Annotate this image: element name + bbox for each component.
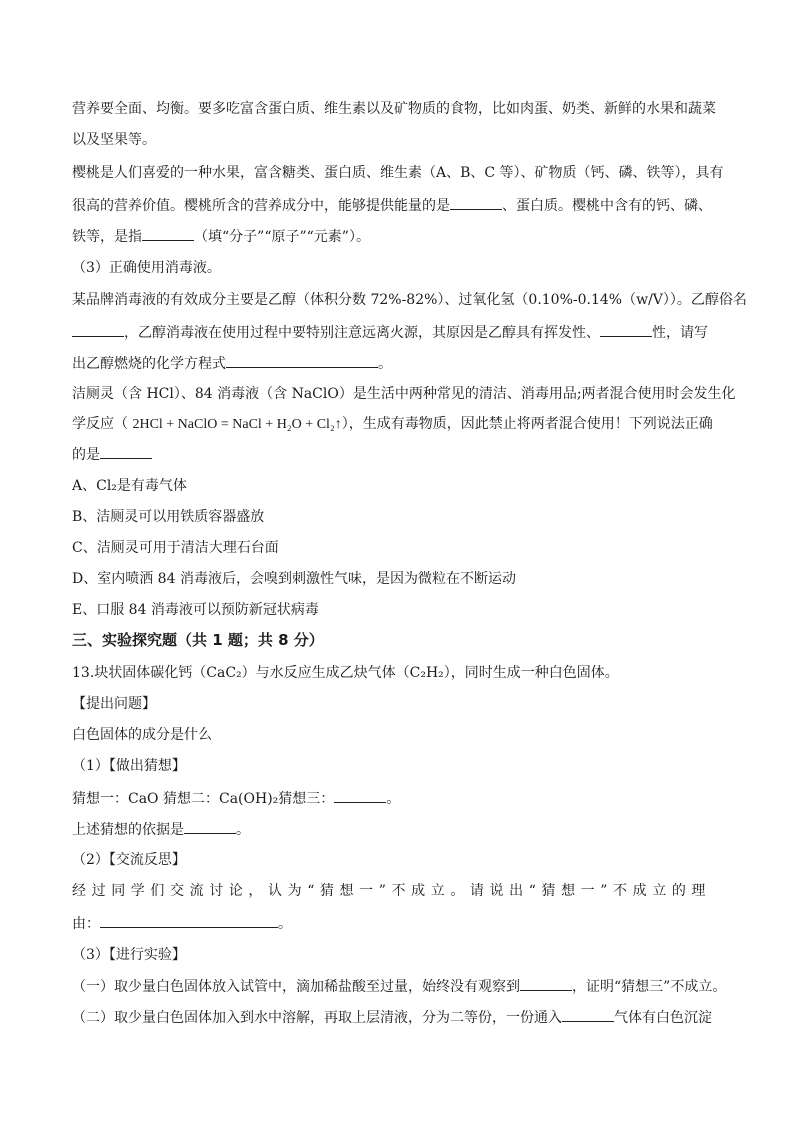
q3-line5-text-a: 学反应（: [72, 416, 128, 432]
cherry-line2: [72, 195, 712, 216]
q3-line6: [72, 444, 152, 465]
q3-line5: [72, 414, 713, 435]
q13-guess-text-b: 。: [386, 791, 401, 807]
answer-blank-ethanol-name[interactable]: [72, 322, 124, 337]
paragraph-nutrition-line2: 以及坚果等。: [72, 132, 156, 148]
q13-exp1-text-a: （一）取少量白色固体放入试管中，滴加稀盐酸至过量，始终没有观察到: [72, 979, 520, 995]
q13-guess-text-a: 猜想一：CaO 猜想二：Ca(OH)₂猜想三：: [72, 791, 335, 807]
answer-blank-energy[interactable]: [450, 195, 502, 210]
q13-exp2-text-b: 气体有白色沉淀: [614, 1010, 712, 1026]
cherry-line3-text-b: （填“分子”“原子”“元素”）。: [194, 229, 370, 245]
q13-exp1-text-b: ，证明“猜想三”不成立。: [572, 979, 727, 995]
q13-basis-text-b: 。: [236, 822, 250, 838]
chemical-equation: 2HCl + NaClO = NaCl + H₂O + Cl₂↑: [132, 417, 342, 432]
cherry-line1: 樱桃是人们喜爱的一种水果，富含糖类、蛋白质、维生素（A、B、C 等）、矿物质（钙、磷、铁等），具有: [72, 165, 724, 181]
q13-exp2-text-a: （二）取少量白色固体加入到水中溶解，再取上层清液，分为二等份，一份通入: [72, 1010, 562, 1026]
option-a: A、Cl₂是有毒气体: [72, 478, 187, 494]
cherry-line2-text-b: 、蛋白质。樱桃中含有的钙、磷、: [502, 198, 712, 214]
q3-line2-text-b: 性，请写: [652, 325, 708, 341]
q3-line2: [72, 322, 708, 343]
answer-blank-element[interactable]: [142, 226, 194, 241]
answer-blank-reason[interactable]: [100, 913, 278, 928]
q3-line3: [72, 353, 392, 374]
answer-blank-property[interactable]: [600, 322, 652, 337]
q3-line4: 洁厕灵（含 HCl）、84 消毒液（含 NaClO）是生活中两种常见的清洁、消毒用品;两者混合使用时会发生化: [72, 386, 736, 402]
q13-exp2: [72, 1007, 712, 1028]
q13-basis-text-a: 上述猜想的依据是: [72, 822, 184, 838]
q13-discuss-text-b: 。: [278, 916, 292, 932]
cherry-line3-text-a: 铁等，是指: [72, 229, 142, 245]
q13-discuss-line2: [72, 913, 292, 934]
q3-line3-text-b: 。: [378, 356, 392, 372]
answer-blank-observation[interactable]: [520, 976, 572, 991]
q3-line3-text-a: 出乙醇燃烧的化学方程式: [72, 356, 226, 372]
q13-intro: 13.块状固体碳化钙（CaC₂）与水反应生成乙炔气体（C₂H₂），同时生成一种白色固体。: [72, 665, 619, 681]
q3-line1: 某品牌消毒液的有效成分主要是乙醇（体积分数 72%-82%）、过氧化氢（0.10%-0.14%（w/V））。乙醇俗名: [72, 292, 747, 308]
q13-discuss-line1: 经过同学们交流讨论，认为“猜想一”不成立。请说出“猜想一”不成立的理: [72, 883, 712, 899]
q13-ask-label: 【提出问题】: [72, 696, 156, 712]
cherry-line2-text-a: 很高的营养价值。樱桃所含的营养成分中，能够提供能量的是: [72, 198, 450, 214]
q3-line5-text-b: ），生成有毒物质，因此禁止将两者混合使用！下列说法正确: [341, 416, 713, 432]
cherry-line3: [72, 226, 370, 247]
q13-exp1: [72, 976, 726, 997]
q13-ask-text: 白色固体的成分是什么: [72, 727, 212, 743]
q13-exp-label: （3）【进行实验】: [72, 947, 186, 963]
answer-blank-choice[interactable]: [100, 444, 152, 459]
option-b: B、洁厕灵可以用铁质容器盛放: [72, 509, 265, 525]
option-c: C、洁厕灵可用于清洁大理石台面: [72, 540, 279, 556]
option-e: E、口服 84 消毒液可以预防新冠状病毒: [72, 602, 319, 618]
q3-heading: （3）正确使用消毒液。: [72, 260, 221, 276]
answer-blank-guess3[interactable]: [334, 788, 386, 803]
q13-discuss-text-a: 由：: [72, 916, 100, 932]
answer-blank-gas[interactable]: [562, 1007, 614, 1022]
section-title: 三、实验探究题（共 1 题；共 8 分）: [72, 631, 324, 649]
q13-basis-line: [72, 819, 250, 840]
q3-line2-text-a: ，乙醇消毒液在使用过程中要特别注意远离火源，其原因是乙醇具有挥发性、: [124, 325, 600, 341]
q13-discuss-label: （2）【交流反思】: [72, 852, 186, 868]
q13-guess-line: [72, 788, 400, 809]
q3-line6-text: 的是: [72, 447, 100, 463]
answer-blank-basis[interactable]: [184, 819, 236, 834]
answer-blank-equation[interactable]: [226, 353, 378, 368]
paragraph-nutrition-line1: 营养要全面、均衡。要多吃富含蛋白质、维生素以及矿物质的食物，比如肉蛋、奶类、新鲜的水果和蔬菜: [72, 101, 716, 117]
q13-guess-label: （1）【做出猜想】: [72, 758, 186, 774]
option-d: D、室内喷洒 84 消毒液后，会嗅到刺激性气味，是因为微粒在不断运动: [72, 571, 516, 587]
